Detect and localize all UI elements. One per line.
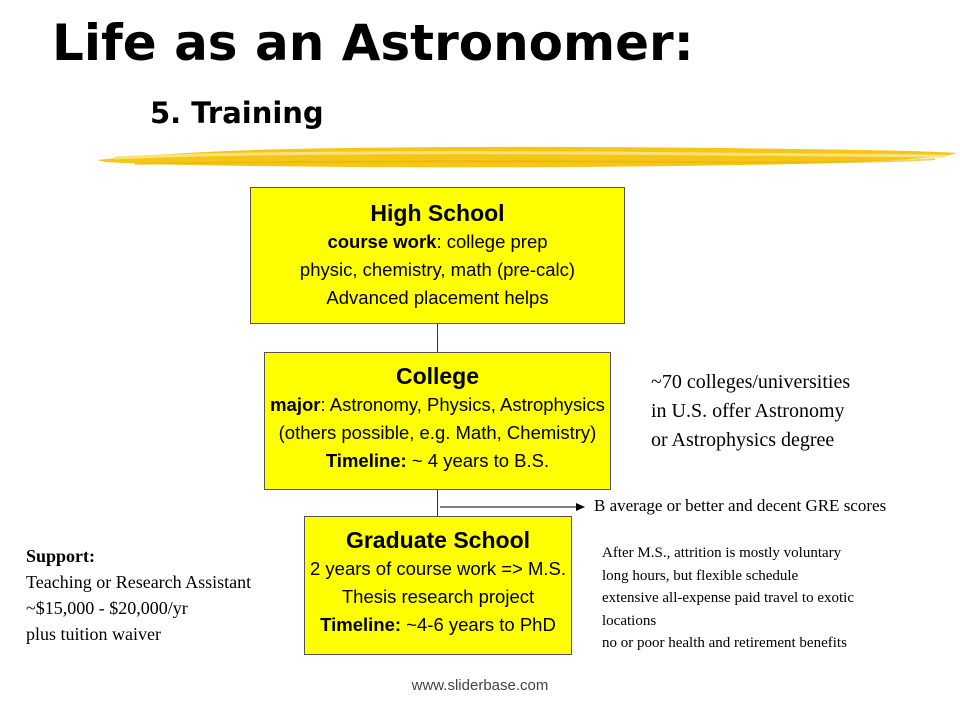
course-work-text: : college prep [436,231,548,252]
graduate-school-box [304,516,572,655]
high-school-subjects: physic, chemistry, math (pre-calc) [299,259,576,280]
major-text: : Astronomy, Physics, Astrophysics [320,394,605,415]
grad-coursework: 2 years of course work => M.S. [309,558,567,579]
admission-note: B average or better and decent GRE scores [594,496,887,515]
college-major-line [265,391,610,419]
course-work-label: course work [327,231,437,252]
page-title: Life as an Astronomer: [52,14,694,72]
colleges-note-line: ~70 colleges/universities [651,371,851,393]
grad-timeline-label: Timeline: [320,614,402,635]
after-ms-note [602,542,854,655]
college-timeline-label: Timeline: [325,450,407,471]
colleges-note-line: or Astrophysics degree [651,429,835,451]
college-timeline-text: ~ 4 years to B.S. [406,450,550,471]
support-line: ~$15,000 - $20,000/yr [26,598,188,618]
after-ms-line: locations [602,612,657,629]
colleges-note [651,368,850,455]
page-subtitle: 5. Training [150,96,324,130]
after-ms-line: long hours, but flexible schedule [602,567,799,584]
after-ms-line: After M.S., attrition is mostly voluntary [602,545,842,561]
grad-thesis: Thesis research project [341,586,535,607]
grad-timeline-text: ~4-6 years to PhD [401,614,556,635]
high-school-course-line [251,228,624,256]
high-school-ap: Advanced placement helps [326,287,549,308]
college-others: (others possible, e.g. Math, Chemistry) [278,422,597,443]
college-heading: College [395,363,480,389]
high-school-box [250,187,625,324]
college-timeline-line [265,447,610,475]
support-heading: Support: [26,546,96,566]
college-box [264,352,611,490]
colleges-note-line: in U.S. offer Astronomy [651,400,845,422]
after-ms-line: no or poor health and retirement benefits [602,635,847,651]
support-line: plus tuition waiver [26,624,161,644]
highlighter-stroke [95,140,960,176]
footer-url: www.sliderbase.com [411,677,549,694]
admission-arrow [438,500,586,514]
major-label: major [270,394,321,415]
high-school-heading: High School [370,200,505,226]
support-note [26,543,251,647]
connector-hs-college [437,324,438,352]
support-line: Teaching or Research Assistant [26,572,252,592]
graduate-school-heading: Graduate School [345,527,531,553]
grad-timeline-line [305,611,571,639]
after-ms-line: extensive all-expense paid travel to exotic [602,590,854,606]
